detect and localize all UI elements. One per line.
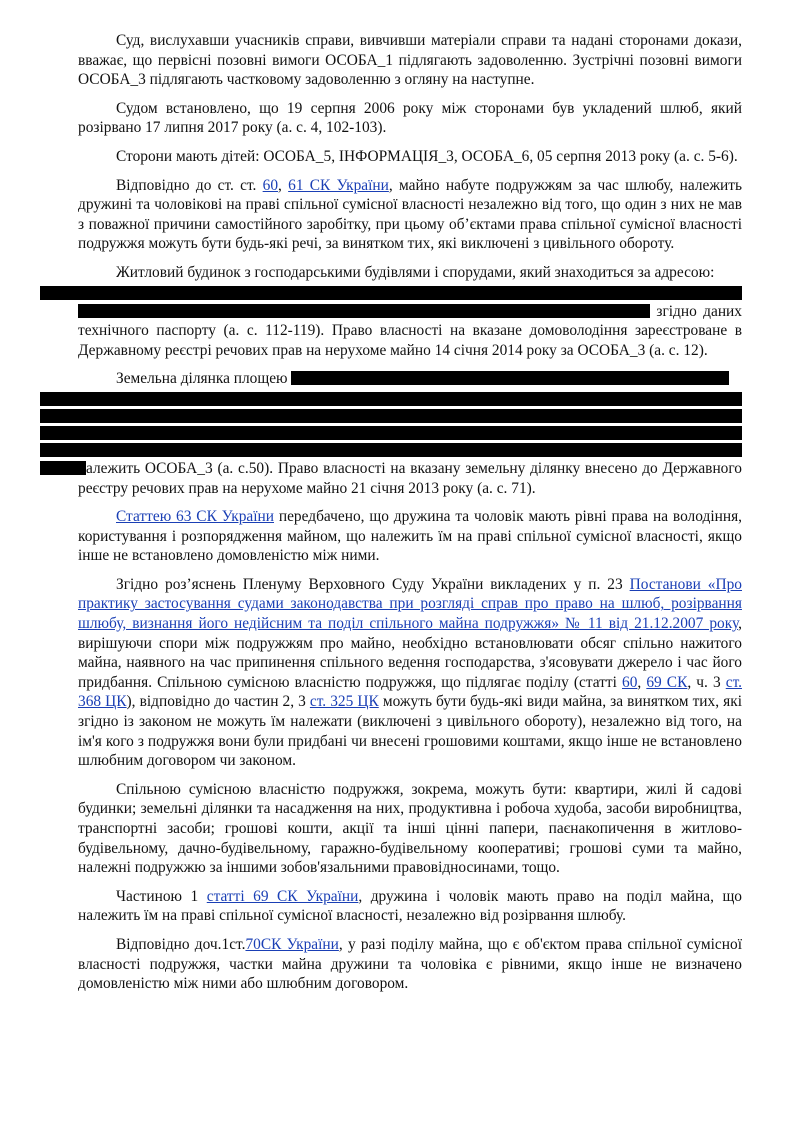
link-article-69-sk[interactable]: статті 69 СК України — [206, 887, 359, 905]
text: Частиною 1 — [116, 887, 207, 905]
paragraph-children: Сторони мають дітей: ОСОБА_5, ІНФОРМАЦІЯ_3, ОСОБА_6, 05 серпня 2013 року (а. с. 5-6). — [116, 147, 738, 165]
text: , ч. 3 — [687, 673, 726, 691]
link-article-60[interactable]: 60 — [622, 673, 638, 691]
paragraph-plenum-explanation — [78, 575, 742, 771]
paragraph-article-69 — [78, 887, 742, 926]
link-article-60[interactable]: 60 — [262, 176, 279, 194]
paragraph-marriage-dates: Судом встановлено, що 19 серпня 2006 року між сторонами був укладений шлюб, який розірвано 17 липня 2017 року (а. с. 4, 102-103). — [78, 99, 742, 137]
document-page — [78, 0, 742, 994]
text: згідно даних технічного паспорту (а. с. 112-119). Право власності на вказане домоволодіння зареєстроване в Державному реєстрі речових прав на нерухоме майно 14 січня 2014 року за ОСОБА_3 (а. с. 12). — [78, 302, 742, 359]
redaction-bar — [40, 426, 742, 440]
text: , у разі поділу майна, що є об'єктом права спільної сумісної власності подружжя, частки майна дружини та чоловіка є рівними, якщо інше не визначено домовленістю між ними або шлюбним договором. — [78, 935, 742, 993]
text: Відповідно до ст. ст. — [116, 176, 263, 194]
link-article-368-ck[interactable]: ст. 368 ЦК — [78, 673, 742, 711]
paragraph-court-conclusion: Суд, вислухавши учасників справи, вивчивши матеріали справи та надані сторонами докази, вважає, що первісні позовні вимоги ОСОБА_1 підлягають задоволенню. Зустрічні позовні вимоги ОСОБА_3 підлягають частковому задоволенню з огляну на наступне. — [78, 32, 742, 89]
redaction-bar — [40, 409, 742, 423]
text: алежить ОСОБА_3 (а. с.50). Право власності на вказану земельну ділянку внесено до Державного реєстру речових прав на нерухоме майно 21 січня 2013 року (а. с. 71). — [78, 459, 742, 497]
text: передбачено, що дружина та чоловік мають рівні права на володіння, користування і розпорядження майном, що належить їм на праві спільної сумісної власності, якщо інше не встановлено домовленістю між ними. — [78, 508, 742, 565]
paragraph-house — [78, 263, 742, 360]
paragraph-joint-property-list: Спільною сумісною власністю подружжя, зокрема, можуть бути: квартири, жилі й садові будинки; земельні ділянки та насадження на них, продуктивна і робоча худоба, засоби виробництва, транспортні засоби; грошові кошти, акції та інші цінні папери, паєнакопичення в житлово-будівельному, дачно-будівельному, гаражно-будівельному кооперативі; грошові суми та майно, належні подружжю за іншими зобов'язальними правовідносинами, тощо. — [78, 780, 742, 877]
text: , майно набуте подружжям за час шлюбу, належить дружині та чоловікові на праві спільної сумісної власності незалежно від того, що один з них не мав з поважної причини самостійного заробітку, при цьому об’єктами права спільної сумісної власності подружжя можуть бути будь-які речі, за винятком тих, які виключені з цивільного обороту. — [78, 176, 742, 253]
paragraph-land-plot — [78, 369, 742, 498]
paragraph-article-70 — [78, 935, 742, 994]
redaction-bar — [291, 371, 729, 385]
text: , вирішуючи спори між подружжям про майно, необхідно встановлювати обсяг спільно нажитого майна, наявного на час припинення спільного ведення господарства, з'ясовувати джерело і час його придбання. Спільною сумісною власністю подружжя, що підлягає поділу (статті — [78, 615, 742, 691]
link-plenum-resolution[interactable]: Постанови «Про практику застосування судами законодавства при розгляді справ про право на шлюб, розірвання шлюбу, визнання його недійсним та поділ спільного майна подружжя» № 11 від 21.12.2007 року — [78, 575, 742, 633]
link-article-325-ck[interactable]: ст. 325 ЦК — [309, 693, 379, 711]
paragraph-article-63 — [78, 507, 742, 566]
link-article-61-sk[interactable]: 61 СК України — [288, 176, 389, 194]
link-article-70-sk[interactable]: 70СК України — [245, 935, 339, 953]
redaction-bar — [40, 392, 742, 406]
redaction-bar — [40, 286, 742, 300]
redaction-bar — [78, 304, 650, 318]
text: , дружина і чоловік мають право на поділ майна, що належить їм на праві спільної сумісної власності, незалежно від розірвання шлюбу. — [78, 887, 742, 925]
redaction-bar — [40, 461, 86, 475]
redaction-bar — [40, 443, 742, 457]
text: , — [278, 176, 289, 194]
text: можуть бути будь-які види майна, за винятком тих, які згідно із законом не можуть їм належати (виключені з цивільного обороту), незалежно від того, на ім'я кого з подружжя вони були придбані чи внесені грошовими коштами, якщо інше не встановлено шлюбним договором чи законом. — [78, 693, 742, 770]
link-article-69-sk[interactable]: 69 СК — [646, 673, 688, 691]
text: ), відповідно до частин 2, 3 — [126, 693, 310, 711]
paragraph-joint-property-articles — [78, 176, 742, 254]
text: Відповідно доч.1ст. — [116, 935, 246, 953]
text: Земельна ділянка площею — [116, 370, 292, 388]
text: , — [637, 673, 647, 691]
text: Згідно роз’яснень Пленуму Верховного Суду України викладених у п. 23 — [116, 575, 630, 593]
text: Житловий будинок з господарськими будівлями і спорудами, який знаходиться за адресою: — [116, 263, 715, 281]
link-article-63-sk[interactable]: Статтею 63 СК України — [116, 508, 274, 526]
